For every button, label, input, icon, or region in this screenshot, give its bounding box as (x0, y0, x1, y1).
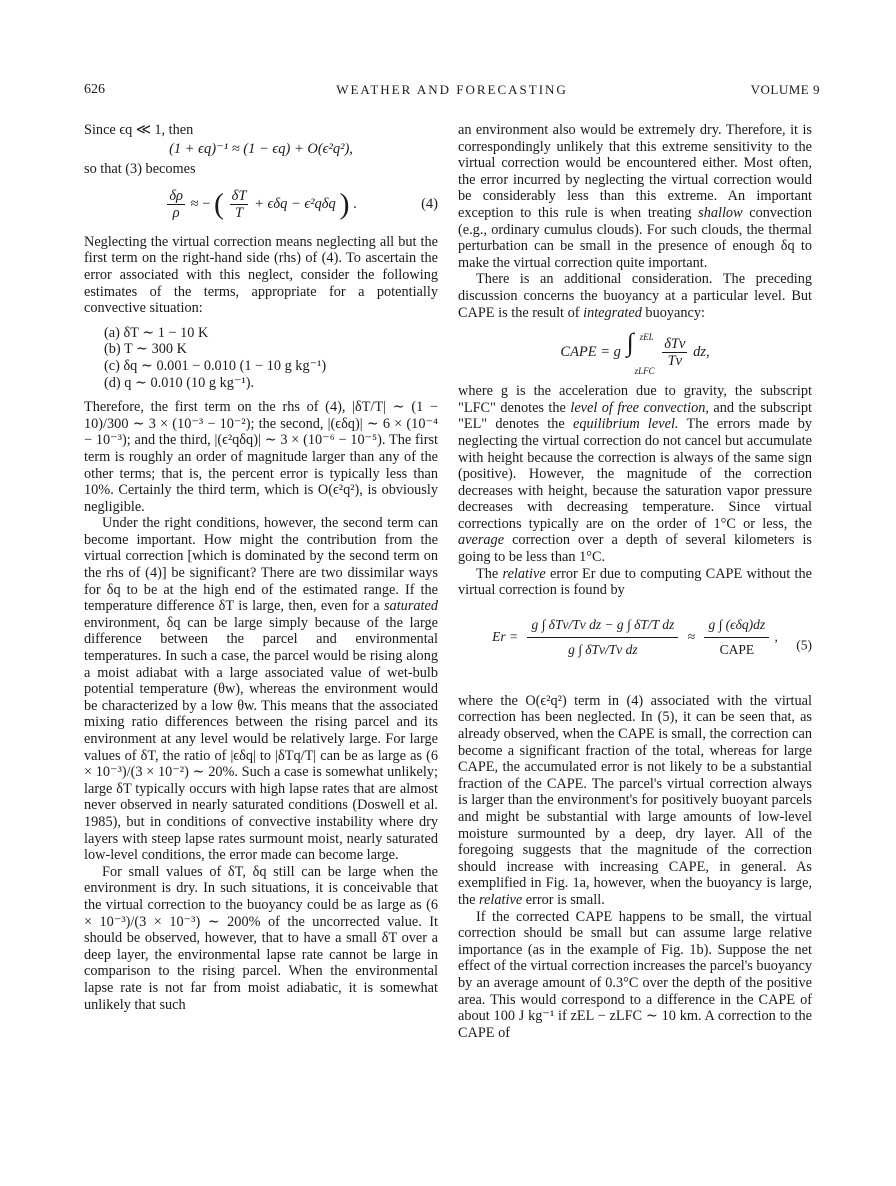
emphasis-el: equilibrium level. (572, 416, 679, 433)
eq4-approx: ≈ − (190, 195, 211, 212)
cape-integral (625, 328, 655, 377)
cape-num: δTv (664, 335, 686, 352)
equation-4: $\frac{\delta\rho}{\rho}$ ≈ − ( $\frac{\delta T}{T}$ + ϵδq − ϵ²qδq ) . (4) (84, 184, 438, 224)
eq4-lhs-fraction (167, 188, 185, 221)
cape-den: Tv (667, 352, 683, 369)
list-item: (b) T ∼ 300 K (104, 341, 187, 358)
emphasis-integrated: integrated (583, 304, 642, 321)
list-item: (d) q ∼ 0.010 (10 g kg⁻¹). (104, 374, 255, 391)
eq5-number: (5) (796, 637, 812, 653)
paragraph-environment: an environment also would be extremely dry. Therefore, it is correspondingly unlikely that this extreme sensitivity to the virtual correction would be encountered either. Most often, the error incurred by neglecting the virtual correction would be considerably less than this extreme. An important exception to this rule is when treating shallow convection (e.g., ordinary cumulus clouds). For such clouds, the thermal perturbation can be small in the presence of enough δq to make the virtual correction quite important. (458, 122, 812, 271)
list-item: (a) δT ∼ 1 − 10 K (104, 324, 209, 341)
emphasis-shallow: shallow (698, 204, 743, 221)
paragraph-where-g: where g is the acceleration due to gravity, the subscript "LFC" denotes the level of free convection, and the subscript "EL" denotes the equilibrium level. The errors made by neglecting the virtual correction do not cancel but accumulate with height because the correction is always of the same sign (positive). However, the magnitude of the correction decreases with height, because the saturation vapor pressure decreases with decreasing temperature. Since virtual corrections typically are on the order of 1°C or less, the average correction over a depth of several kilometers is going to be less than 1°C. (458, 383, 812, 566)
equation-expansion (84, 141, 438, 158)
paragraph-corrected-cape: If the corrected CAPE happens to be small, the virtual correction should be small but can assume large relative importance (as in the example of Fig. 1b). Suppose the net effect of the virtual correction increases the parcel's buoyancy by an average amount of 0.3°C over the depth of the positive area. This would correspond to a difference in the CAPE of about 100 J kg⁻¹ if zEL − zLFC ∼ 10 km. A correction to the CAPE of (458, 908, 813, 1041)
paragraph-where-term: where the O(ϵ²q²) term in (4) associated with the virtual correction has been neglected. In (5), it can be seen that, as already observed, when the CAPE is small, the correction can become a significant fraction of the total, whereas for large CAPE, the accumulated error is not likely to be a substantial fraction of the CAPE. The parcel's virtual correction always is larger than the environment's for positively buoyant parcels and might be substantial with large amounts of low-level moisture surmounted by a deep, dry layer. All of the foregoing suggests that the magnitude of the correction should increase with increasing CAPE, in general. As exemplified in Fig. 1a, however, when the buoyancy is large, the relative error is small. (458, 692, 812, 908)
right-column (458, 122, 812, 1041)
eq5-right-fraction (704, 613, 769, 662)
eq4-frac (230, 188, 249, 221)
equation-5 (458, 613, 812, 679)
eq5-main-fraction (527, 613, 678, 662)
cape-equation (458, 329, 812, 375)
cape-lower-limit: zLFC (634, 366, 655, 377)
left-column (84, 122, 438, 1013)
emphasis-relative-2: relative (479, 891, 523, 908)
running-header (84, 82, 820, 102)
eq4-number: (4) (421, 195, 438, 212)
cape-fraction (662, 336, 687, 369)
page-number: 626 (84, 82, 105, 97)
eq5-comma: , (774, 629, 778, 645)
so-that-line: so that (3) becomes (84, 161, 196, 178)
integral-sign: ∫ (626, 328, 634, 358)
emphasis-saturated: saturated (383, 598, 438, 615)
eq5-approx: ≈ (687, 629, 696, 645)
emphasis-average: average (458, 532, 505, 549)
emphasis-lfc: level of free convection, (570, 399, 709, 416)
cape-lhs: CAPE = g (560, 343, 621, 360)
cape-dz: dz, (693, 343, 710, 360)
eq4-frac-den: T (235, 204, 244, 221)
paragraph-therefore: Therefore, the first term on the rhs of (4), |δT/T| ∼ (1 − 10)/300 ∼ 3 × (10⁻³ − 10⁻²); the second, |(ϵδq)| ∼ 6 × (10⁻⁴ − 10⁻³); and the third, |(ϵ²qδq)| ∼ 3 × (10⁻⁶ − 10⁻⁵). The first term is roughly an order of magnitude larger than any of the other terms; that is, the percent error is typically less than 10%. Certainly the third term, which is O(ϵ²q²), is obviously negligible. (84, 399, 438, 515)
equation-expansion-text: (1 + ϵq)⁻¹ ≈ (1 − ϵq) + O(ϵ²q²), (169, 140, 353, 157)
eq5-den: g ∫ δTv/Tv dz (568, 641, 638, 657)
eq4-frac-num: δT (231, 187, 247, 204)
intro-line: Since ϵq ≪ 1, then (84, 122, 194, 138)
estimates-list (84, 325, 438, 391)
paragraph-relative-error: The relative error Er due to computing CAPE without the virtual correction is found by (458, 565, 812, 599)
eq5-r-num: g ∫ (ϵδq)dz (704, 613, 769, 638)
emphasis-relative: relative (502, 565, 546, 582)
eq4-right-paren: ) (339, 187, 350, 221)
eq4-lhs-den: ρ (172, 204, 180, 221)
paragraph-neglecting: Neglecting the virtual correction means neglecting all but the first term on the right-hand side (rhs) of (4). To ascertain the error associated with this neglect, consider the following estimates of the terms, appropriate for a potentially convective situation: (84, 233, 438, 317)
list-item: (c) δq ∼ 0.001 − 0.010 (1 − 10 g kg⁻¹) (104, 357, 327, 374)
eq5-lhs: Er = (492, 629, 519, 645)
paragraph-small-values: For small values of δT, δq still can be large when the environment is dry. In such situations, it is conceivable that the virtual correction to the buoyancy could be as large as (6 × 10⁻³)/(3 × 10⁻³) ∼ 200% of the uncorrected value. It should be observed, however, that to have a small δT over a deep layer, the environmental lapse rate cannot be large in comparison to the rising parcel. When the environmental lapse rate is not far from moist adiabatic, it is somewhat unlikely that such (84, 863, 438, 1013)
paragraph-right-conditions: Under the right conditions, however, the second term can become important. How might the contribution from the virtual correction [which is dominated by the second term on the rhs of (4)] be significant? There are two dissimilar ways for δq to be at the high end of the estimated range. If the temperature difference δT is large, then, even for a saturated environment, δq can be large simply because of the large difference between the parcel and environmental temperatures. In such a case, the parcel would be rising along a moist adiabat with a large associated value of wet-bulb potential temperature (θw), whereas the environment would be characterized by a low θw. This means that the associated mixing ratio differences between the rising parcel and its environment at any level would be relatively large. For large values of δT, the ratio of |ϵδq| to |δTq/T| can be as large as (6 × 10⁻³)/(3 × 10⁻²) ∼ 20%. Such a case is somewhat unlikely; large δT typically occurs with high lapse rates that are almost never observed in nearly saturated conditions (Doswell et al. 1985), but in conditions of convective instability where dry layers with steep lapse rates surmount moist, nearly saturated low-level conditions, the error made can become large. (84, 515, 438, 864)
paragraph-additional: There is an additional consideration. The preceding discussion concerns the buoyancy at a particular level. But CAPE is the result of integrated buoyancy: (458, 271, 812, 321)
volume-label: VOLUME 9 (750, 82, 820, 97)
journal-title: WEATHER AND FORECASTING (336, 82, 568, 97)
eq4-lhs-num: δρ (169, 187, 184, 204)
eq5-num: g ∫ δTv/Tv dz − g ∫ δT/T dz (527, 613, 678, 638)
cape-upper-limit: zEL (639, 332, 654, 343)
eq5-r-den: CAPE (719, 641, 755, 657)
eq4-left-paren: ( (214, 187, 225, 221)
eq4-rest: + ϵδq − ϵ²qδq (254, 195, 336, 212)
